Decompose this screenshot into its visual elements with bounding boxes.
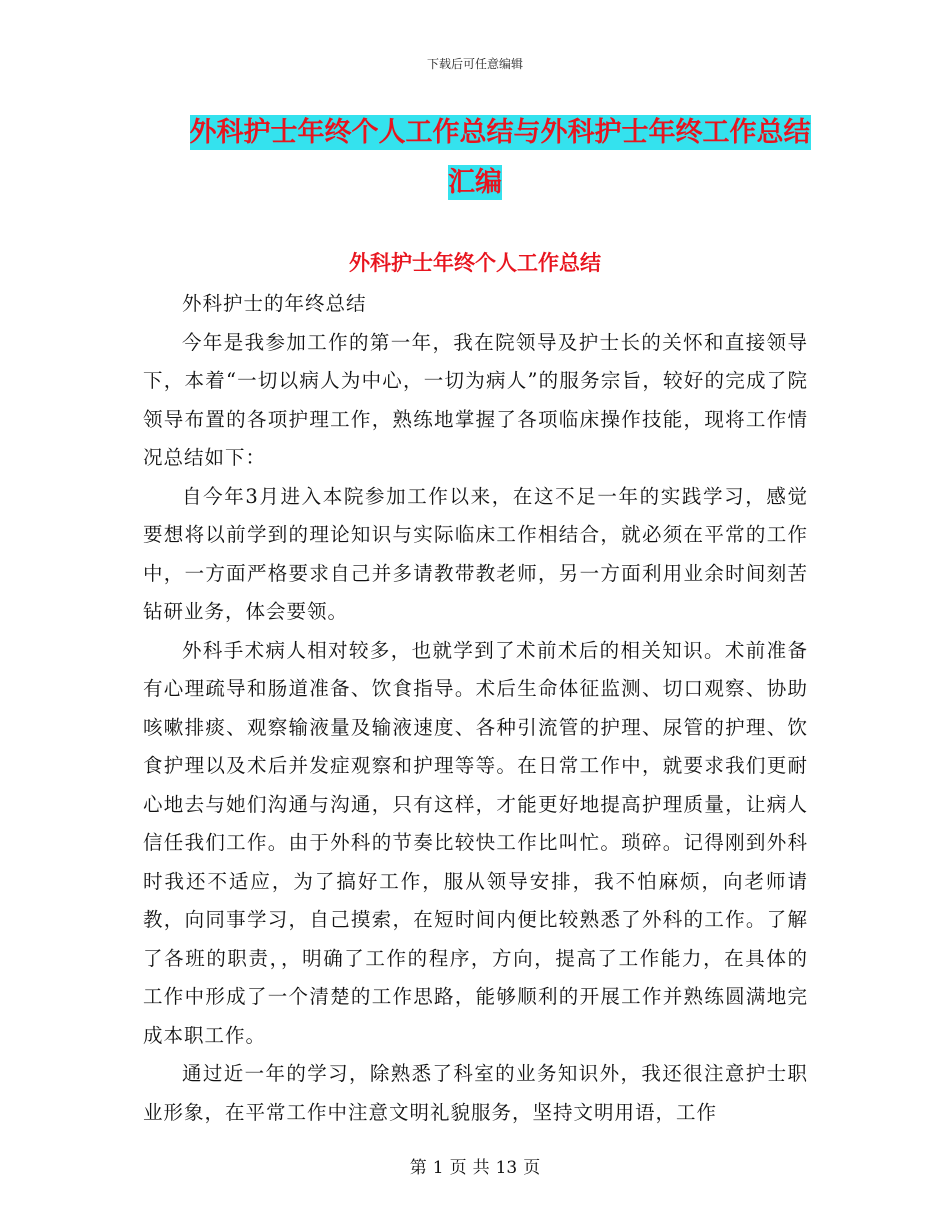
total-prefix: 共	[472, 1158, 490, 1178]
footer-prefix: 第	[409, 1158, 427, 1178]
total-pages: 13	[495, 1158, 518, 1178]
page-footer	[0, 1153, 950, 1178]
page-unit: 页	[449, 1158, 467, 1178]
paragraph: 外科护士的年终总结	[182, 292, 367, 315]
section-title: 外科护士年终个人工作总结	[349, 251, 601, 275]
paragraph: 外科手术病人相对较多，也就学到了术前术后的相关知识。术前准备有心理疏导和肠道准备、饮食指导。术后生命体征监测、切口观察、协助咳嗽排痰、观察输液量及输液速度、各种引流管的护理、尿管的护理、饮食护理以及术后并发症观察和护理等等。在日常工作中，就要求我们更耐心地去与她们沟通与沟通，只有这样，才能更好地提高护理质量，让病人信任我们工作。由于外科的节奏比较快工作比叫忙。琐碎。记得刚到外科时我还不适应，为了搞好工作，服从领导安排，我不怕麻烦，向老师请教，向同事学习，自己摸索，在短时间内便比较熟悉了外科的工作。了解了各班的职责，，明确了工作的程序，方向，提高了工作能力，在具体的工作中形成了一个清楚的工作思路，能够顺利的开展工作并熟练圆满地完成本职工作。	[143, 638, 808, 1047]
body-text	[143, 285, 808, 1132]
paragraph: 自今年3月进入本院参加工作以来，在这不足一年的实践学习，感觉要想将以前学到的理论知识与实际临床工作相结合，就必须在平常的工作中，一方面严格要求自己并多请教带教老师，另一方面利用业余时间刻苦钻研业务，体会要领。	[143, 484, 808, 623]
title-line-1: 外科护士年终个人工作总结与外科护士年终工作总结	[189, 117, 811, 148]
document-title	[0, 108, 950, 208]
title-line-2: 汇编	[448, 167, 502, 198]
paragraph: 通过近一年的学习，除熟悉了科室的业务知识外，我还很注意护士职业形象，在平常工作中注意文明礼貌服务，坚持文明用语，工作	[143, 1062, 808, 1124]
paragraph: 今年是我参加工作的第一年，我在院领导及护士长的关怀和直接领导下，本着“一切以病人为中心，一切为病人”的服务宗旨，较好的完成了院领导布置的各项护理工作，熟练地掌握了各项临床操作技能，现将工作情况总结如下：	[143, 330, 808, 469]
header-note: 下载后可任意编辑	[426, 57, 523, 71]
page-number: 1	[432, 1158, 444, 1178]
total-unit: 页	[523, 1158, 541, 1178]
